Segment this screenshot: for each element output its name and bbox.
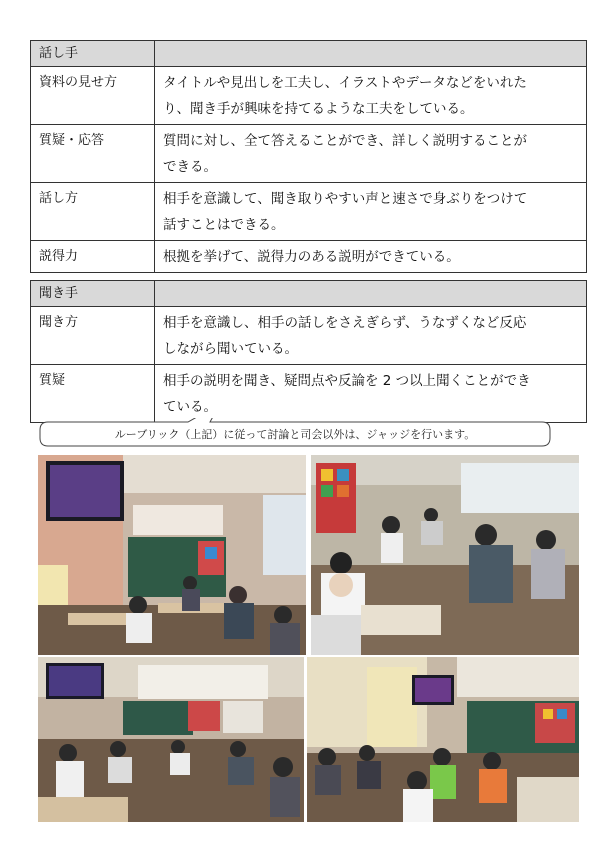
criterion-label: 質疑・応答 bbox=[31, 125, 155, 183]
description-line: しながら聞いている。 bbox=[163, 341, 298, 357]
criterion-description bbox=[155, 67, 587, 125]
classroom-photo-1 bbox=[38, 455, 306, 655]
criterion-label: 資料の見せ方 bbox=[31, 67, 155, 125]
classroom-photo-2 bbox=[311, 455, 579, 655]
description-line: 根拠を挙げて、説得力のある説明ができている。 bbox=[163, 249, 460, 265]
table-row bbox=[31, 241, 587, 273]
table-row bbox=[31, 365, 587, 423]
description-line: 相手を意識し、相手の話しをさえぎらず、うなずくなど反応 bbox=[163, 315, 527, 331]
speaker-rubric-table bbox=[30, 40, 587, 273]
criterion-description bbox=[155, 125, 587, 183]
speaker-header: 話し手 bbox=[31, 41, 155, 67]
table-row bbox=[31, 183, 587, 241]
description-line: タイトルや見出しを工夫し、イラストやデータなどをいれた bbox=[163, 75, 527, 91]
criterion-description bbox=[155, 307, 587, 365]
header-blank-cell bbox=[155, 41, 587, 67]
classroom-photo-3 bbox=[38, 657, 304, 822]
description-line: ている。 bbox=[163, 399, 217, 415]
classroom-photo-2-image bbox=[311, 455, 579, 655]
table-row bbox=[31, 125, 587, 183]
callout-text: ルーブリック（上記）に従って討論と司会以外は、ジャッジを行います。 bbox=[114, 428, 476, 441]
description-line: できる。 bbox=[163, 159, 217, 175]
description-line: 相手を意識して、聞き取りやすい声と速さで身ぶりをつけて bbox=[163, 191, 528, 207]
description-line: 話すことはできる。 bbox=[163, 217, 285, 233]
listener-rubric-table bbox=[30, 280, 587, 423]
description-line: 相手の説明を聞き、疑問点や反論を 2 つ以上聞くことができ bbox=[163, 373, 531, 389]
classroom-photo-4 bbox=[307, 657, 579, 822]
classroom-photo-4-image bbox=[307, 657, 579, 822]
criterion-label: 話し方 bbox=[31, 183, 155, 241]
criterion-description bbox=[155, 183, 587, 241]
listener-header: 聞き手 bbox=[31, 281, 155, 307]
criterion-label: 質疑 bbox=[31, 365, 155, 423]
callout-bubble bbox=[38, 418, 552, 448]
criterion-description bbox=[155, 365, 587, 423]
criterion-description bbox=[155, 241, 587, 273]
description-line: 質問に対し、全て答えることができ、詳しく説明することが bbox=[163, 133, 527, 149]
criterion-label: 説得力 bbox=[31, 241, 155, 273]
criterion-label: 聞き方 bbox=[31, 307, 155, 365]
table-header-row bbox=[31, 281, 587, 307]
table-header-row bbox=[31, 41, 587, 67]
table-row bbox=[31, 67, 587, 125]
table-row bbox=[31, 307, 587, 365]
classroom-photo-3-image bbox=[38, 657, 304, 822]
classroom-photo-1-image bbox=[38, 455, 306, 655]
header-blank-cell bbox=[155, 281, 587, 307]
description-line: り、聞き手が興味を持てるような工夫をしている。 bbox=[163, 101, 474, 117]
